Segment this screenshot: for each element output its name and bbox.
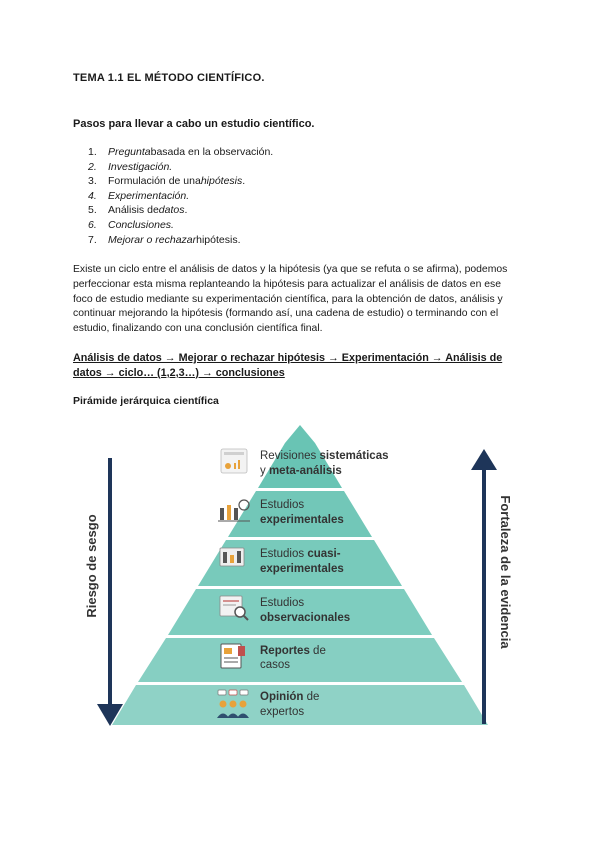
list-item: 2. Investigación. [88, 160, 173, 173]
up-arrow-icon [471, 449, 497, 470]
flow-summary: Análisis de datos → Mejorar o rechazar hipótesis → Experimentación → Análisis de datos → ciclo… (1,2,3…) → conclusiones [73, 352, 503, 379]
level-6-line-2: expertos [260, 706, 305, 718]
level-2-line-2: experimentales [260, 514, 344, 526]
level-1-line-1: Revisiones sistemáticas [260, 450, 389, 462]
level-4-line-1: Estudios [260, 597, 305, 609]
list-item: 6. Conclusiones. [88, 218, 174, 231]
level-4-line-2: observacionales [260, 612, 351, 624]
list-item: 7. Mejorar o rechazar hipótesis. [88, 233, 241, 246]
level-2-line-1: Estudios [260, 499, 305, 511]
list-item: 1. Pregunta basada en la observación. [88, 146, 274, 158]
page-title: TEMA 1.1 EL MÉTODO CIENTÍFICO. [73, 72, 265, 84]
systematic-review-icon [221, 449, 247, 473]
case-report-icon [221, 644, 245, 668]
left-arrow-label: Riesgo de sesgo [84, 514, 99, 618]
body-paragraph: Existe un ciclo entre el análisis de datos y la hipótesis (ya que se refuta o se afirma), podemos perfeccionar esta misma replanteando la hipótesis para actualizar el análisis de datos en ese foco de estudio mediante su experimentación científica, para la obtención de datos, análisis y continuar mejorando la hipótesis (formando así, una cadena de estudio) o terminando con el estudio, finalizando con una conclusión científica final. [73, 264, 508, 335]
level-3-line-1: Estudios cuasi- [260, 548, 341, 560]
pyramid-title: Pirámide jerárquica científica [73, 395, 219, 407]
level-1-line-2: y meta-análisis [260, 465, 342, 477]
level-5-line-1: Reportes de [260, 645, 326, 657]
list-item: 5. Análisis de datos . [88, 204, 188, 217]
right-arrow-label: Fortaleza de la evidencia [498, 495, 513, 649]
experts-icon [217, 690, 249, 718]
level-3-line-2: experimentales [260, 563, 344, 575]
list-item: 4. Experimentación. [88, 189, 190, 202]
list-item: 3. Formulación de una hipótesis . [88, 175, 246, 188]
section-subtitle: Pasos para llevar a cabo un estudio científico. [73, 118, 315, 130]
level-6-line-1: Opinión de [260, 691, 320, 703]
level-5-line-2: casos [260, 659, 291, 671]
quasi-experiment-icon [220, 548, 244, 566]
